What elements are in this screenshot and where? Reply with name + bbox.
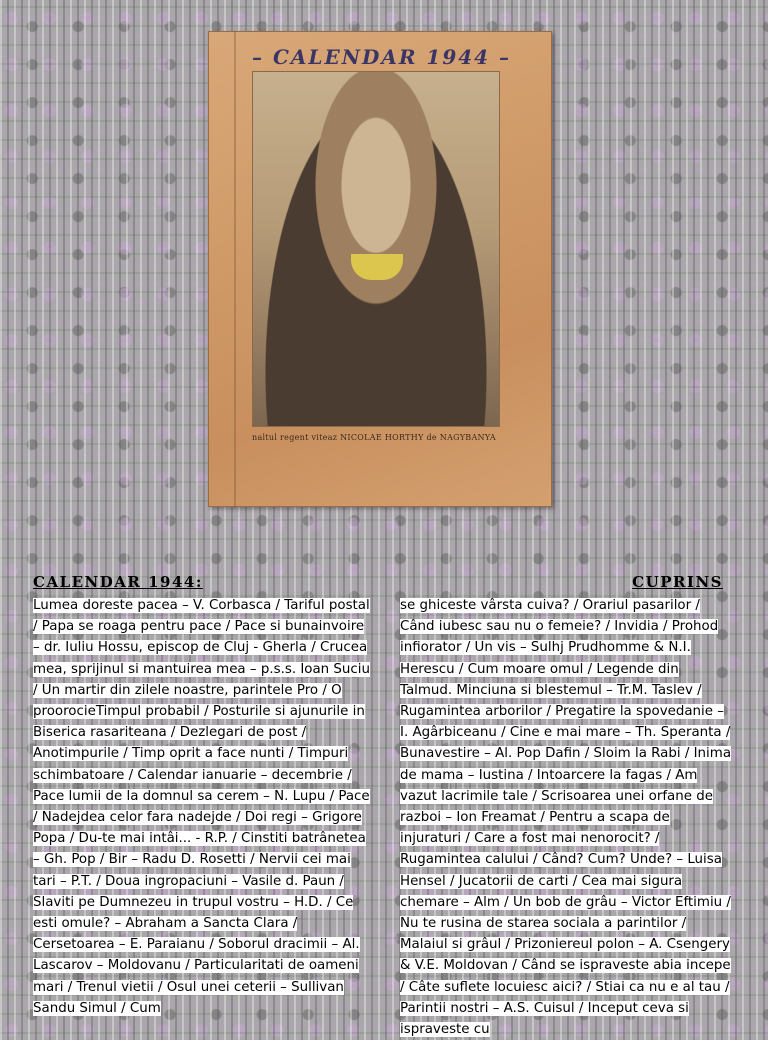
contents-right-column [400, 595, 732, 1040]
cover-handwritten-title: – CALENDAR 1944 – [252, 45, 512, 69]
contents-left-text: Lumea doreste pacea – V. Corbasca / Tariful postal / Papa se roaga pentru pace / Pace si bunainvoire – dr. Iuliu Hossu, episcop de Cluj - Gherla / Crucea mea, sprijinul si mantuirea mea – p.s.s. Ioan Suciu / Un martir din zilele noastre, parintele Pro / O proorocieTimpul probabil / Posturile si ajunurile in Biserica rasariteana / Dezlegari de post / Anotimpurile / Timp oprit a face nunti / Timpuri schimbatoare / Calendar ianuarie – decembrie / Pace lumii de la domnul sa cerem – N. Lupu / Pace / Nadejdea celor fara nadejde / Doi regi – Grigore Popa / Du-te mai intâi... - R.P. / Cinstiti batrânetea – Gh. Pop / Bir – Radu D. Rosetti / Nervii cei mai tari – P.T. / Doua ingropaciuni – Vasile d. Paun / Slaviti pe Dumnezeu in trupul vostru – H.D. / Ce esti omule? – Abraham a Sancta Clara / Cersetoarea – E. Paraianu / Soborul dracimii – Al. Lascarov – Moldovanu / Particularitati de oameni mari / Trenul vietii / Osul unei ceterii – Sullivan Sandu Simul / Cum [33, 598, 370, 1016]
regent-portrait [252, 71, 500, 427]
contents-heading-right: CUPRINS [632, 573, 723, 591]
contents-header [33, 573, 723, 595]
contents-left-column [33, 595, 373, 1019]
portrait-collar [351, 254, 403, 280]
contents-heading-left: CALENDAR 1944: [33, 573, 203, 591]
contents-right-text: se ghiceste vârsta cuiva? / Orariul pasarilor / Când iubesc sau nu o femeie? / Invidia / Prohod infiorator / Un vis – Sulhj Prudhomme & N.I. Herescu / Cum moare omul / Legende din Talmud. Minciuna si blestemul – Tr.M. Taslev / Rugamintea arborilor / Pregatire la spovedanie – I. Agârbiceanu / Cine e mai mare – Th. Speranta / Bunavestire – Al. Pop Dafin / Sloim la Rabi / Inima de mama – Iustina / Intoarcere la fagas / Am vazut lacrimile tale / Scrisoarea unei orfane de razboi – Ion Freamat / Pentru a scapa de injuraturi / Care a fost mai nenorocit? / Rugamintea calului / Când? Cum? Unde? – Luisa Hensel / Jucatorii de carti / Cea mai sigura chemare – Alm / Un bob de grâu – Victor Eftimiu / Nu te rusina de starea sociala a parintilor / Malaiul si grâul / Prizoniereul polon – A. Csengery & V.E. Moldovan / Când se ispraveste abia incepe / Câte suflete locuiesc aici? / Stiai ca nu e al tau / Parintii nostri – A.S. Cuisul / Inceput ceva si ispraveste cu [400, 598, 732, 1038]
cover-caption: naltul regent viteaz NICOLAE HORTHY de NAGYBANYA [252, 433, 496, 442]
calendar-cover-photo [208, 31, 552, 507]
